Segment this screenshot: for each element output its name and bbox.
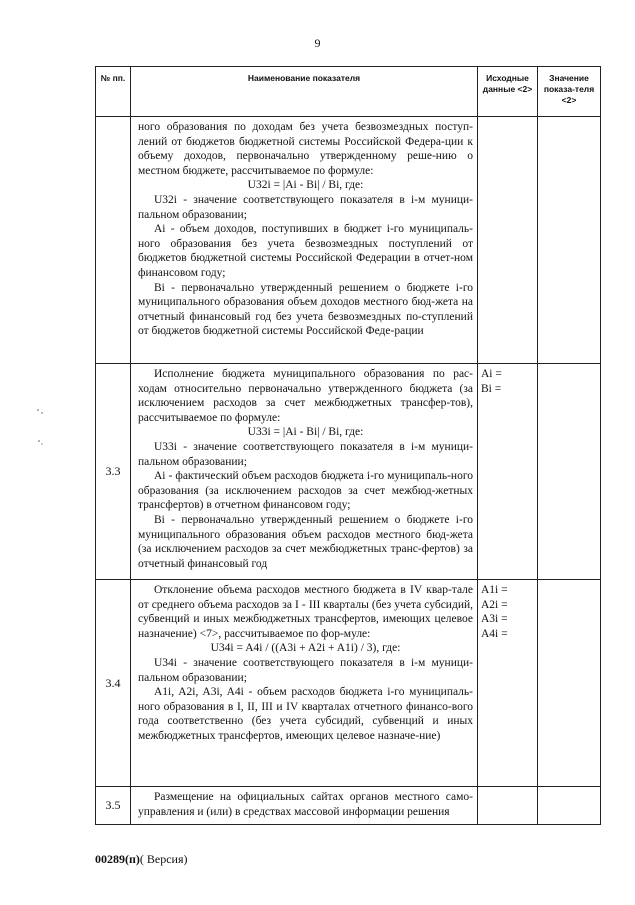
table-row xyxy=(96,364,601,580)
description-line: U33i - значение соответствующего показателя в i-м муници-пальном образовании; xyxy=(138,440,473,468)
document-footer xyxy=(95,852,188,867)
description-line: Ai - фактический объем расходов бюджета i-го муниципаль-ного образования (за исключением расходов за счет межбюд-жетных трансфертов) в отчетном финансовом году; xyxy=(138,470,473,512)
header-value: Значение показа-теля <2> xyxy=(538,67,601,117)
description-line: Отклонение объема расходов местного бюджета в IV квар-тале от среднего объема расходов за I - III кварталы (без учета субсидий, субвенций и иных межбюджетных трансфертов, имеющих целевое назначение) <7>, рассчитываемое по фор-муле: xyxy=(138,584,473,640)
header-num: № пп. xyxy=(96,67,131,117)
description-line: Bi - первоначально утвержденный решением о бюджете i-го муниципального образования объем доходов местного бюд-жета на отчетный финансовый год без учета безвозмездных по-ступлений от бюджетов бюджетной системы Российской Феде-рации xyxy=(138,281,473,338)
description-line: A1i, A2i, A3i, A4i - объем расходов бюджета i-го муниципаль-ного образования в I, II, III и IV кварталах отчетного финансо-вого года соответственно (без учета субсидий, субвенций и иных межбюджетных трансфертов, имеющих целевое назначе-ние) xyxy=(138,686,473,742)
footer-version: ( Версия) xyxy=(139,852,188,866)
scan-speck-mark xyxy=(36,438,44,446)
source-field: A4i = xyxy=(481,627,508,640)
source-data-cell xyxy=(478,580,538,787)
source-field: Bi = xyxy=(481,382,502,395)
row-description xyxy=(131,364,478,580)
value-cell xyxy=(538,787,601,825)
description-line: ного образования по доходам без учета безвозмездных поступ-лений от бюджетов бюджетной системы Российской Федера-ции к объему доходов, первоначально утвержденному реше-нию о местном бюджете, рассчитываемое по формуле: xyxy=(138,121,473,177)
table-row xyxy=(96,117,601,364)
row-number xyxy=(96,117,131,364)
row-number: 3.3 xyxy=(96,364,131,580)
row-number: 3.4 xyxy=(96,580,131,787)
description-line: Ai - объем доходов, поступивших в бюджет i-го муниципаль-ного образования без учета безвозмездных поступлений от бюджетов бюджетной системы Российской Федерации в отчет-ном финансовом году; xyxy=(138,223,473,279)
source-field: Ai = xyxy=(481,368,502,380)
source-data-cell xyxy=(478,787,538,825)
page-number: 9 xyxy=(314,36,321,50)
scan-speck-mark xyxy=(36,408,44,416)
source-data-cell xyxy=(478,364,538,580)
table-row xyxy=(96,787,601,825)
formula-line: U33i = |Ai - Bi| / Bi, где: xyxy=(247,426,364,439)
formula-line: U32i = |Ai - Bi| / Bi, где: xyxy=(247,179,364,192)
source-field: A2i = xyxy=(481,598,508,611)
source-data-cell xyxy=(478,117,538,364)
row-description xyxy=(131,117,478,364)
value-cell xyxy=(538,117,601,364)
row-number: 3.5 xyxy=(96,787,131,825)
description-line: Bi - первоначально утвержденный решением о бюджете i-го муниципального образования объем расходов местного бюд-жета (за исключением расходов за счет межбюджетных транс-фертов) за отчетный финансовый год xyxy=(138,513,473,570)
table-row xyxy=(96,580,601,787)
description-line: U34i - значение соответствующего показателя в i-м муници-пальном образовании; xyxy=(138,656,473,684)
header-name: Наименование показателя xyxy=(131,67,478,117)
value-cell xyxy=(538,580,601,787)
table-header-row xyxy=(96,67,601,117)
header-source: Исходные данные <2> xyxy=(478,67,538,117)
indicators-table xyxy=(95,66,601,825)
source-field: A1i = xyxy=(481,584,508,596)
source-field: A3i = xyxy=(481,613,508,626)
row-description xyxy=(131,787,478,825)
value-cell xyxy=(538,364,601,580)
description-line: Исполнение бюджета муниципального образования по рас-ходам относительно первоначально утвержденного бюджета (за исключением расходов за счет межбюджетных трансфер-тов), рассчитываемое по формуле: xyxy=(138,368,473,424)
description-line: Размещение на официальных сайтах органов местного само-управления и (или) в средствах массовой информации решения xyxy=(138,791,473,818)
formula-line: U34i = A4i / ((A3i + A2i + A1i) / 3), где: xyxy=(210,642,401,655)
footer-code: 00289(п) xyxy=(95,852,140,866)
row-description xyxy=(131,580,478,787)
description-line: U32i - значение соответствующего показателя в i-м муници-пальном образовании; xyxy=(138,193,473,221)
